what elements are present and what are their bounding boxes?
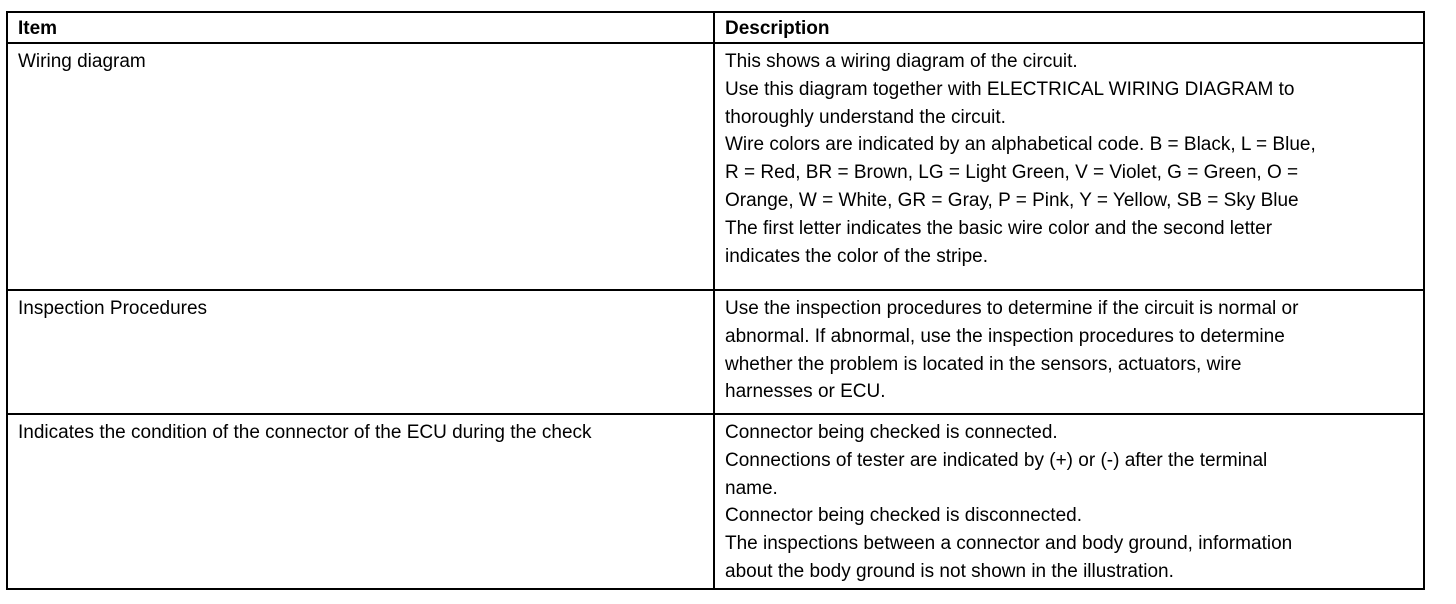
column-header-item: Item: [7, 12, 714, 43]
description-cell: [714, 43, 1424, 290]
description-line: abnormal. If abnormal, use the inspection procedures to determine: [725, 325, 1285, 347]
description-line: whether the problem is located in the sensors, actuators, wire: [725, 353, 1242, 375]
description-line: Connector being checked is connected.: [725, 422, 1058, 443]
table-row: [7, 290, 1424, 414]
table-row: [7, 414, 1424, 589]
description-line: indicates the color of the stripe.: [725, 245, 988, 267]
description-line: thoroughly understand the circuit.: [725, 106, 1006, 128]
description-line: The inspections between a connector and body ground, information: [725, 533, 1293, 555]
description-line: Wire colors are indicated by an alphabetical code. B = Black, L = Blue,: [725, 134, 1316, 156]
description-line: about the body ground is not shown in the illustration.: [725, 560, 1174, 582]
description-line: Connections of tester are indicated by (+) or (-) after the terminal: [725, 449, 1268, 471]
table-row: [7, 43, 1424, 290]
description-line: Orange, W = White, GR = Gray, P = Pink, Y = Yellow, SB = Sky Blue: [725, 189, 1299, 211]
item-cell: Wiring diagram: [7, 43, 714, 290]
description-cell: [714, 414, 1424, 589]
header-row: [7, 12, 1424, 43]
description-line: Use the inspection procedures to determine if the circuit is normal or: [725, 298, 1299, 319]
description-line: name.: [725, 477, 778, 499]
description-line: Connector being checked is disconnected.: [725, 505, 1083, 527]
item-cell: Indicates the condition of the connector of the ECU during the check: [7, 414, 714, 589]
column-header-description: Description: [714, 12, 1424, 43]
description-cell: [714, 290, 1424, 414]
description-line: The first letter indicates the basic wire color and the second letter: [725, 217, 1273, 239]
description-line: R = Red, BR = Brown, LG = Light Green, V = Violet, G = Green, O =: [725, 162, 1299, 184]
reference-table: [6, 11, 1425, 590]
item-cell: Inspection Procedures: [7, 290, 714, 414]
description-line: harnesses or ECU.: [725, 381, 886, 403]
description-line: This shows a wiring diagram of the circuit.: [725, 51, 1078, 72]
description-line: Use this diagram together with ELECTRICAL WIRING DIAGRAM to: [725, 78, 1295, 100]
